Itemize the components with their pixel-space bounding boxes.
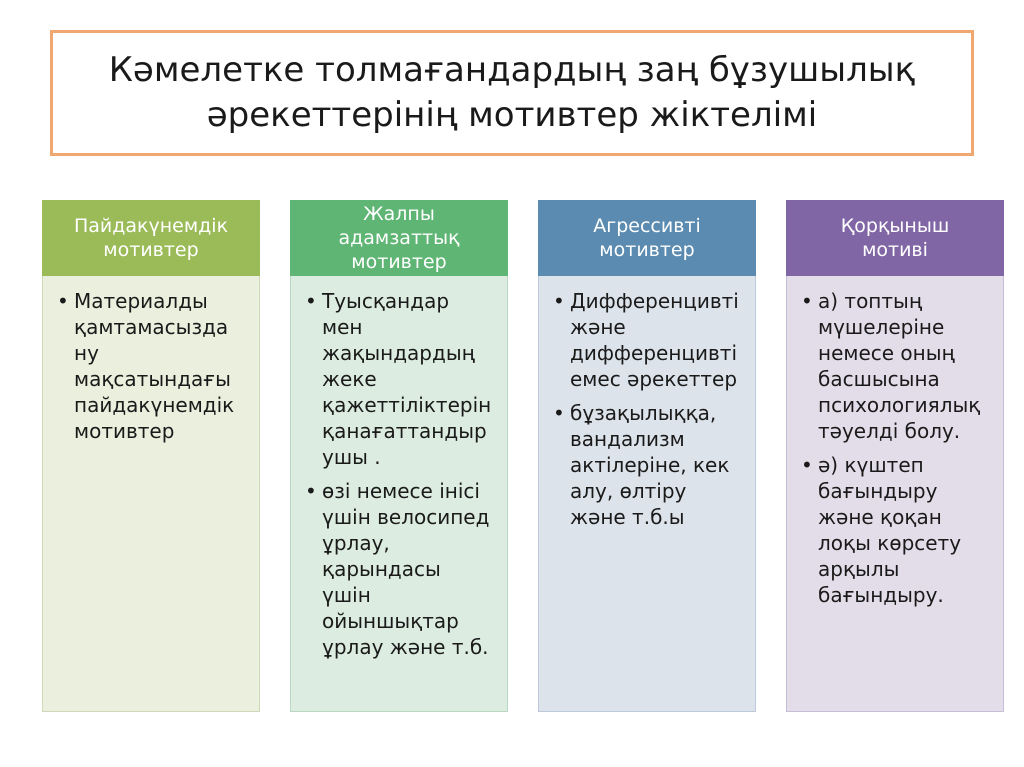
bullet-dot-icon: • <box>801 453 813 477</box>
bullet-item <box>553 288 747 392</box>
bullet-item <box>305 478 499 660</box>
bullet-text-line: Материалды <box>74 289 208 313</box>
bullet-text-line: а) топтың <box>818 289 923 313</box>
bullet-dot-icon: • <box>553 289 565 313</box>
bullet-text-line: басшысына <box>818 367 940 391</box>
bullet-text-line: ә) күштеп <box>818 453 924 477</box>
bullet-text-line: пайдакүнемдік <box>74 393 235 417</box>
bullet-item <box>553 400 747 530</box>
bullet-text-line: бағындыру <box>818 479 938 503</box>
title-box <box>50 30 974 156</box>
column-header-line: Пайдакүнемдік <box>73 215 229 237</box>
bullet-dot-icon: • <box>801 289 813 313</box>
bullet-text-line: қажеттіліктерін <box>322 393 492 417</box>
title-line-1: Кәмелетке толмағандардың заң бұзушылық <box>108 50 916 90</box>
bullet-text-line: мотивтер <box>74 419 175 443</box>
column-header-line: Қорқыныш <box>840 215 950 237</box>
bullet-text-line: Туысқандар <box>322 289 450 313</box>
bullet-text-line: қамтамасызда <box>74 315 229 339</box>
bullet-text-line: вандализм <box>570 427 685 451</box>
bullet-item <box>801 288 995 444</box>
bullet-text-line: өзі немесе інісі <box>322 479 480 503</box>
column-body <box>538 276 756 712</box>
bullet-text-line: және қоқан <box>818 505 942 529</box>
column-header <box>786 200 1004 276</box>
column-body <box>786 276 1004 712</box>
bullet-text-line: лоқы көрсету <box>818 531 962 555</box>
bullet-item <box>57 288 251 444</box>
bullet-dot-icon: • <box>305 479 317 503</box>
column-body <box>42 276 260 712</box>
bullet-text-line: бұзақылыққа, <box>570 401 717 425</box>
column-header-line: мотивтер <box>103 239 199 261</box>
bullet-text-line: ұрлау және т.б. <box>322 635 489 659</box>
bullet-text-line: мүшелеріне <box>818 315 945 339</box>
bullet-text-line: алу, өлтіру <box>570 479 687 503</box>
bullet-text-line: ұрлау, <box>322 531 390 555</box>
motive-column <box>786 200 1004 712</box>
bullet-text-line: жеке <box>322 367 377 391</box>
bullet-text-line: бағындыру. <box>818 583 944 607</box>
bullet-text-line: дифференцивті <box>570 341 738 365</box>
column-header-line: Жалпы <box>363 203 435 225</box>
column-header <box>290 200 508 276</box>
bullet-text-line: актілеріне, кек <box>570 453 730 477</box>
bullet-dot-icon: • <box>553 401 565 425</box>
bullet-item <box>305 288 499 470</box>
bullet-item <box>801 452 995 608</box>
bullet-text-line: және т.б.ы <box>570 505 685 529</box>
column-header-line: адамзаттық <box>338 227 460 249</box>
motive-column <box>538 200 756 712</box>
motive-column <box>42 200 260 712</box>
title-line-2: әрекеттерінің мотивтер жіктелімі <box>206 95 818 135</box>
column-header-line: мотивтер <box>351 251 447 273</box>
bullet-text-line: мен <box>322 315 363 339</box>
bullet-dot-icon: • <box>305 289 317 313</box>
bullet-text-line: және <box>570 315 626 339</box>
bullet-text-line: үшін велосипед <box>322 505 490 529</box>
bullet-text-line: психологиялық <box>818 393 981 417</box>
bullet-text-line: ойыншықтар <box>322 609 459 633</box>
column-header-line: мотиві <box>862 239 928 261</box>
bullet-text-line: тәуелді болу. <box>818 419 961 443</box>
bullet-text-line: үшін <box>322 583 371 607</box>
bullet-text-line: жақындардың <box>322 341 475 365</box>
bullet-text-line: арқылы <box>818 557 900 581</box>
column-header-line: мотивтер <box>599 239 695 261</box>
bullet-text-line: ну <box>74 341 99 365</box>
bullet-text-line: қарындасы <box>322 557 441 581</box>
bullet-text-line: мақсатындағы <box>74 367 231 391</box>
column-header <box>538 200 756 276</box>
bullet-text-line: ушы . <box>322 445 381 469</box>
bullet-text-line: Дифференцивті <box>570 289 739 313</box>
bullet-dot-icon: • <box>57 289 69 313</box>
column-body <box>290 276 508 712</box>
bullet-text-line: емес әрекеттер <box>570 367 738 391</box>
column-header-line: Агрессивті <box>593 215 701 237</box>
bullet-text-line: қанағаттандыр <box>322 419 487 443</box>
bullet-text-line: немесе оның <box>818 341 955 365</box>
motive-column <box>290 200 508 712</box>
column-header <box>42 200 260 276</box>
